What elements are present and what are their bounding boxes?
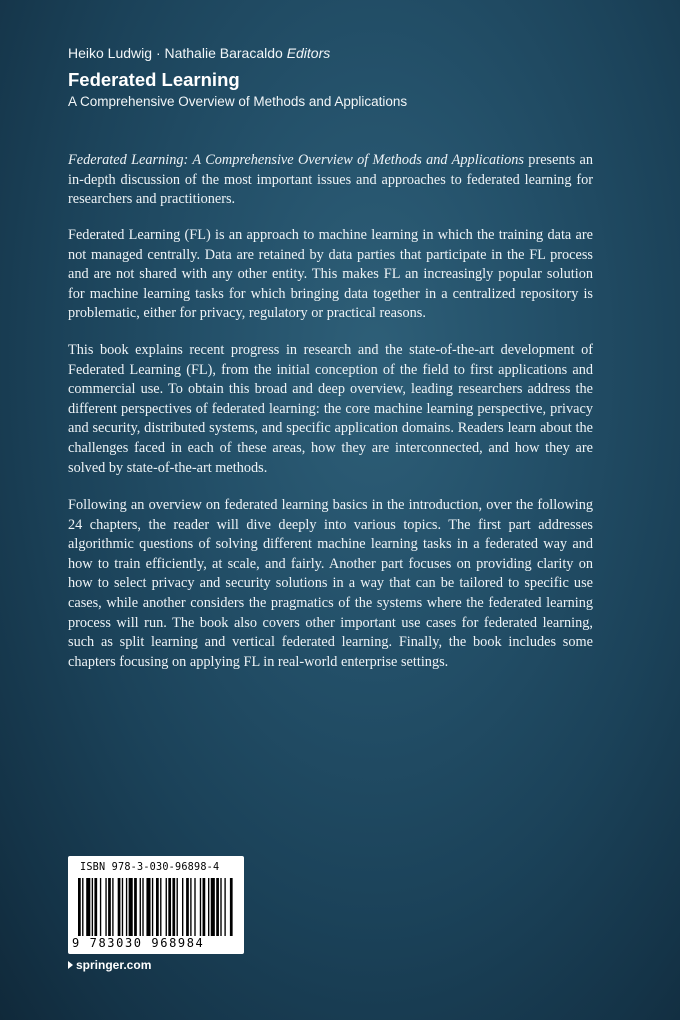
barcode-bar [230,878,233,936]
barcode-bar [152,878,153,936]
barcode-bar [86,878,90,936]
barcode-bar [224,878,225,936]
authors-role: Editors [286,45,331,61]
barcode-bar [105,878,106,936]
barcode-bar [194,878,195,936]
barcode-bar [142,878,143,936]
barcode-bar [100,878,101,936]
barcode-bar [108,878,111,936]
barcode-bar [166,878,167,936]
publisher-link[interactable] [68,958,151,972]
barcode-bar [208,878,209,936]
barcode-bar [172,878,175,936]
publisher-text: springer.com [76,958,152,972]
barcode-bar [220,878,221,936]
barcode-bar [140,878,141,936]
paragraph-overview: Following an overview on federated learning basics in the introduction, over the following 24 chapters, the reader will dive deeply into various topics. The first part addresses algorithmic questions of solving different machine learning tasks in a federated way and how to train efficiently, at scale, and fairly. Another part focuses on providing clarity on how to select privacy and security solutions in a way that can be tailored to specific use cases, while another considers the pragmatics of the systems where the federated learning process will run. The book also covers other important use cases for federated learning, such as split learning and vertical federated learning. Finally, the book includes some chapters focusing on applying FL in real-world enterprise settings. [68,497,593,670]
barcode-bar [82,878,83,936]
barcode-bar [211,878,215,936]
barcode-bar [129,878,133,936]
barcode-bar [216,878,219,936]
barcode-digits: 9 783030 968984 [72,936,205,950]
isbn-label: ISBN 978-3-030-96898-4 [80,862,220,873]
barcode-bar [200,878,201,936]
barcode-bar [186,878,189,936]
arrow-icon [68,961,73,969]
barcode-bar [94,878,97,936]
authors-line [68,45,330,61]
barcode-bar [160,878,161,936]
barcode-bar [112,878,113,936]
barcode-bars [78,878,234,936]
intro-italic-title: Federated Learning: A Comprehensive Overview of Methods and Applications [68,152,524,168]
authors-names: Heiko Ludwig · Nathalie Baracaldo [68,45,283,61]
barcode-bar [190,878,191,936]
barcode-bar [92,878,93,936]
barcode-box [68,856,244,954]
barcode-bar [168,878,171,936]
barcode-bar [134,878,137,936]
barcode-bar [146,878,150,936]
barcode-bar [203,878,206,936]
paragraph-intro [68,151,593,210]
barcode-bar [156,878,159,936]
book-title: Federated Learning [68,69,240,90]
barcode-bar [177,878,178,936]
barcode-bar [78,878,81,936]
barcode-bar [122,878,123,936]
barcode-bar [126,878,127,936]
paragraph-progress: This book explains recent progress in research and the state-of-the-art development of Federated Learning (FL), from the initial conception of the field to first applications and commercial use. To obtain this broad and deep overview, leading researchers address the different perspectives of federated learning: the core machine learning perspective, privacy and security, distributed systems, and specific application domains. Readers learn about the challenges faced in each of these areas, how they are interconnected, and how they are solved by state-of-the-art methods. [68,342,593,476]
barcode-bar [182,878,183,936]
book-subtitle: A Comprehensive Overview of Methods and Applications [68,94,408,109]
intro-rest: presents an in-depth discussion of the most important issues and approaches to federated learning for researchers and practitioners. [68,152,593,208]
barcode-bar [118,878,121,936]
paragraph-definition: Federated Learning (FL) is an approach to machine learning in which the training data are not managed centrally. Data are retained by data parties that participate in the FL process and are not shared with any other entity. This makes FL an increasingly popular solution for machine learning tasks for which bringing data together in a centralized repository is problematic, either for privacy, regulatory or practical reasons. [68,227,593,322]
